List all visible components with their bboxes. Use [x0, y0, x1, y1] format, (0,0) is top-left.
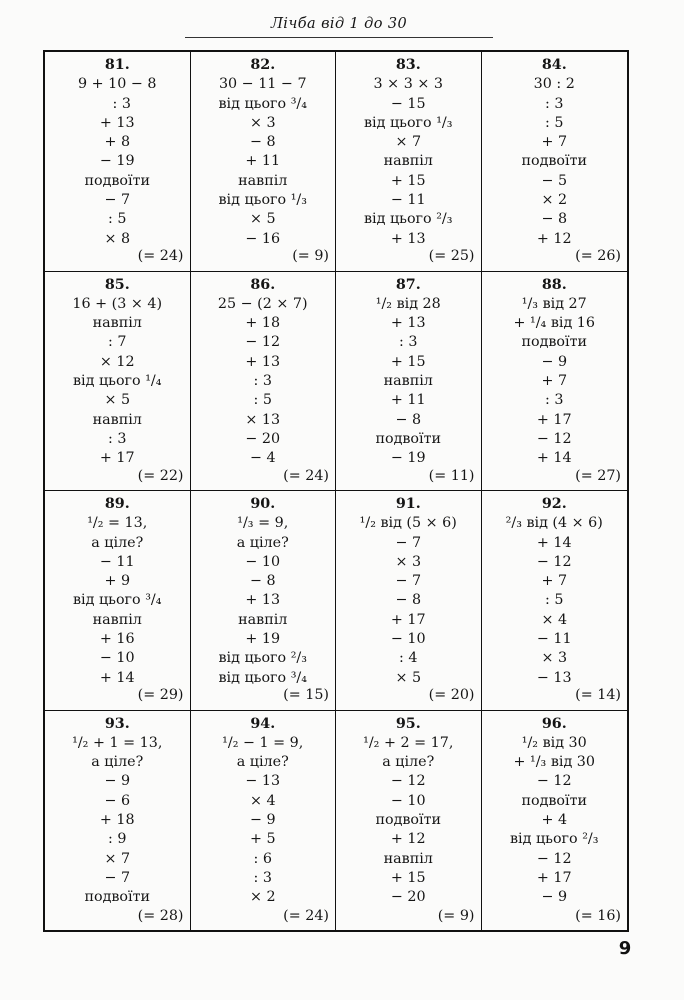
exercise-step: − 11: [536, 631, 572, 648]
exercise-step: навпіл: [238, 611, 288, 628]
exercise-step: − 12: [536, 850, 572, 867]
exercise-number: 89.: [104, 496, 130, 512]
exercise-step: подвоїти: [521, 334, 588, 351]
exercise-step: подвоїти: [84, 172, 151, 189]
exercise-answer: (= 20): [428, 687, 475, 704]
exercise-step: + 17: [536, 869, 572, 886]
exercise-number: 86.: [250, 276, 276, 293]
exercise-number: 82.: [250, 57, 276, 73]
exercise-answer: (= 24): [283, 907, 329, 924]
exercise-step: − 10: [390, 792, 426, 809]
exercise-answer: (= 14): [575, 687, 621, 704]
exercise-step: × 7: [104, 850, 131, 867]
page-number: 9: [618, 938, 632, 959]
exercise-number: 81.: [104, 57, 130, 73]
header-rule: [185, 37, 493, 38]
exercise-step: + 17: [390, 611, 426, 628]
exercise-number: 96.: [541, 715, 567, 732]
exercise-step: − 7: [104, 192, 131, 209]
exercise-step: + 9: [104, 573, 131, 590]
exercise-step: − 9: [541, 889, 568, 906]
exercise-step: 25 − (2 × 7): [217, 295, 308, 312]
exercise-step: ¹/₂ від (5 × 6): [359, 515, 457, 532]
exercise-step: : 5: [108, 211, 127, 228]
exercise-step: + 12: [536, 230, 572, 247]
exercise-step: + 14: [536, 450, 572, 467]
exercise-step: навпіл: [92, 315, 142, 332]
exercise-step: навпіл: [383, 850, 433, 867]
exercise-step: − 11: [99, 553, 135, 570]
exercise-step: : 3: [103, 95, 132, 112]
exercise-step: × 3: [395, 553, 422, 570]
exercise-step: від цього ³/₄: [218, 95, 307, 112]
exercise-step: + 17: [536, 411, 572, 428]
exercise-step: + 17: [99, 450, 135, 467]
exercise-step: подвоїти: [375, 430, 442, 447]
exercise-step: × 5: [104, 392, 131, 409]
exercise-step: від цього ²/₃: [510, 831, 599, 848]
exercise-step: × 2: [541, 192, 568, 209]
exercise-step: ¹/₂ = 13,: [87, 515, 148, 532]
exercise-number: 93.: [104, 715, 130, 732]
exercise-step: + 18: [99, 811, 135, 828]
exercise-step: + ¹/₃ від 30: [513, 754, 595, 771]
exercise-number: 87.: [395, 276, 421, 293]
exercise-cell: [336, 491, 482, 711]
exercise-step: ¹/₂ + 1 = 13,: [72, 734, 163, 751]
exercise-step: ¹/₃ від 27: [521, 295, 587, 312]
exercise-step: − 20: [390, 889, 426, 906]
exercise-step: − 19: [390, 450, 426, 467]
exercise-step: : 6: [253, 850, 272, 867]
exercise-step: − 20: [245, 430, 281, 447]
exercise-answer: (= 24): [137, 248, 184, 265]
exercise-step: подвоїти: [84, 889, 151, 906]
exercise-answer: (= 9): [437, 907, 475, 924]
exercise-step: від цього ¹/₃: [364, 114, 453, 131]
exercise-cell: [191, 491, 337, 711]
exercise-step: подвоїти: [521, 792, 588, 809]
exercise-cell: [482, 711, 628, 931]
exercise-step: + 13: [390, 315, 426, 332]
exercise-step: від цього ¹/₄: [73, 372, 162, 389]
exercise-cell: [45, 272, 191, 492]
exercise-answer: (= 15): [283, 687, 329, 704]
exercise-step: × 8: [104, 230, 131, 247]
exercise-step: ¹/₂ від 30: [521, 734, 587, 751]
exercise-cell: [45, 711, 191, 931]
exercise-step: + 4: [541, 811, 568, 828]
exercise-step: : 3: [253, 372, 272, 389]
exercise-step: : 5: [545, 592, 564, 609]
exercise-step: + 13: [390, 230, 426, 247]
exercise-step: − 16: [245, 230, 281, 247]
exercise-step: : 3: [545, 95, 564, 112]
exercise-step: + 8: [104, 134, 131, 151]
exercise-step: × 5: [249, 211, 276, 228]
exercise-step: − 4: [249, 450, 276, 467]
exercise-cell: [191, 52, 337, 272]
exercise-step: − 8: [249, 573, 276, 590]
exercise-step: − 12: [536, 773, 572, 790]
exercise-step: − 12: [536, 553, 572, 570]
exercise-step: : 7: [108, 334, 127, 351]
exercise-step: − 8: [395, 592, 422, 609]
exercise-step: навпіл: [383, 153, 433, 170]
exercise-step: − 15: [390, 95, 426, 112]
exercise-step: − 9: [249, 811, 276, 828]
exercise-step: + 15: [390, 172, 426, 189]
exercise-step: : 3: [399, 334, 418, 351]
exercise-step: − 7: [104, 869, 131, 886]
exercise-step: від цього ²/₃: [218, 650, 307, 667]
exercise-step: навпіл: [383, 372, 433, 389]
exercise-step: − 10: [245, 553, 281, 570]
exercise-step: − 8: [249, 134, 276, 151]
exercise-answer: (= 16): [575, 907, 621, 924]
exercise-number: 95.: [395, 715, 421, 732]
exercise-step: × 4: [541, 611, 568, 628]
exercise-step: + 13: [245, 592, 281, 609]
exercise-number: 91.: [395, 496, 421, 512]
exercise-step: : 9: [108, 831, 127, 848]
exercise-step: × 13: [245, 411, 281, 428]
exercise-step: а ціле?: [91, 754, 144, 771]
exercise-step: − 8: [395, 411, 422, 428]
exercise-step: + ¹/₄ від 16: [513, 315, 595, 332]
exercise-cell: [45, 52, 191, 272]
exercise-number: 85.: [104, 276, 130, 293]
exercise-step: − 6: [104, 792, 131, 809]
exercise-answer: (= 24): [283, 467, 329, 484]
exercise-step: : 3: [545, 392, 564, 409]
exercise-step: ¹/₂ від 28: [375, 295, 441, 312]
exercise-answer: (= 11): [428, 467, 475, 484]
exercise-grid: [43, 50, 629, 932]
exercise-cell: [336, 711, 482, 931]
exercise-step: 30 : 2: [533, 76, 575, 93]
exercise-step: + 18: [245, 315, 281, 332]
exercise-step: від цього ¹/₃: [218, 192, 307, 209]
exercise-step: − 7: [395, 573, 422, 590]
exercise-step: подвоїти: [521, 153, 588, 170]
exercise-step: + 14: [536, 534, 572, 551]
exercise-cell: [191, 711, 337, 931]
exercise-step: − 12: [390, 773, 426, 790]
exercise-step: × 4: [249, 792, 276, 809]
exercise-step: − 13: [536, 669, 572, 686]
exercise-answer: (= 25): [428, 248, 475, 265]
exercise-step: а ціле?: [236, 754, 289, 771]
exercise-number: 94.: [250, 715, 276, 732]
exercise-step: × 3: [541, 650, 568, 667]
exercise-answer: (= 27): [575, 467, 621, 484]
exercise-step: : 5: [253, 392, 272, 409]
exercise-step: : 4: [399, 650, 418, 667]
exercise-cell: [191, 272, 337, 492]
exercise-step: від цього ²/₃: [364, 211, 453, 228]
exercise-step: − 10: [390, 631, 426, 648]
exercise-step: : 3: [108, 430, 127, 447]
exercise-cell: [45, 491, 191, 711]
exercise-step: − 13: [245, 773, 281, 790]
exercise-number: 88.: [541, 276, 567, 293]
exercise-step: × 3: [249, 114, 276, 131]
exercise-step: × 7: [395, 134, 422, 151]
exercise-step: ¹/₂ − 1 = 9,: [222, 734, 304, 751]
exercise-step: + 15: [390, 353, 426, 370]
exercise-answer: (= 22): [137, 467, 184, 484]
exercise-answer: (= 26): [575, 248, 621, 265]
exercise-step: × 5: [395, 669, 422, 686]
exercise-step: + 5: [249, 831, 276, 848]
exercise-step: + 7: [541, 573, 568, 590]
exercise-step: від цього ³/₄: [73, 592, 162, 609]
exercise-step: а ціле?: [382, 754, 435, 771]
exercise-answer: (= 28): [137, 907, 184, 924]
exercise-step: − 12: [536, 430, 572, 447]
exercise-step: + 11: [390, 392, 426, 409]
exercise-step: 30 − 11 − 7: [218, 76, 307, 93]
exercise-step: навпіл: [92, 411, 142, 428]
exercise-step: − 12: [245, 334, 281, 351]
exercise-step: 16 + (3 × 4): [72, 295, 163, 312]
exercise-step: − 11: [390, 192, 426, 209]
exercise-step: ²/₃ від (4 × 6): [505, 515, 603, 532]
exercise-step: подвоїти: [375, 811, 442, 828]
exercise-step: а ціле?: [236, 534, 289, 551]
exercise-step: + 15: [390, 869, 426, 886]
exercise-number: 84.: [541, 57, 567, 73]
exercise-step: : 5: [545, 114, 564, 131]
exercise-step: + 19: [245, 631, 281, 648]
exercise-answer: (= 29): [137, 687, 184, 704]
exercise-step: 3 × 3 × 3: [373, 76, 443, 93]
exercise-step: × 2: [249, 889, 276, 906]
exercise-answer: (= 9): [292, 248, 329, 265]
exercise-cell: [336, 52, 482, 272]
exercise-number: 92.: [541, 496, 567, 512]
exercise-step: + 7: [541, 134, 568, 151]
exercise-step: навпіл: [238, 172, 288, 189]
exercise-step: ¹/₃ = 9,: [237, 515, 289, 532]
exercise-step: − 9: [104, 773, 131, 790]
exercise-step: : 3: [253, 869, 272, 886]
exercise-step: 9 + 10 − 8: [77, 76, 157, 93]
exercise-step: а ціле?: [91, 534, 144, 551]
exercise-cell: [336, 272, 482, 492]
exercise-step: ¹/₂ + 2 = 17,: [363, 734, 454, 751]
exercise-step: + 16: [99, 631, 135, 648]
page-header-title: Лічба від 1 до 30: [270, 16, 408, 32]
exercise-step: × 12: [99, 353, 135, 370]
exercise-cell: [482, 272, 628, 492]
exercise-step: − 19: [99, 153, 135, 170]
exercise-number: 83.: [395, 57, 421, 73]
exercise-step: + 12: [390, 831, 426, 848]
exercise-step: від цього ³/₄: [218, 669, 307, 686]
exercise-cell: [482, 491, 628, 711]
exercise-number: 90.: [250, 496, 276, 512]
exercise-step: + 13: [99, 114, 135, 131]
exercise-step: − 7: [395, 534, 422, 551]
exercise-step: навпіл: [92, 611, 142, 628]
exercise-step: − 5: [541, 172, 568, 189]
exercise-step: − 9: [541, 353, 568, 370]
exercise-step: + 13: [245, 353, 281, 370]
exercise-step: + 14: [99, 669, 135, 686]
exercise-cell: [482, 52, 628, 272]
exercise-step: − 10: [99, 650, 135, 667]
exercise-step: − 8: [541, 211, 568, 228]
exercise-step: + 7: [541, 372, 568, 389]
exercise-step: + 11: [245, 153, 281, 170]
